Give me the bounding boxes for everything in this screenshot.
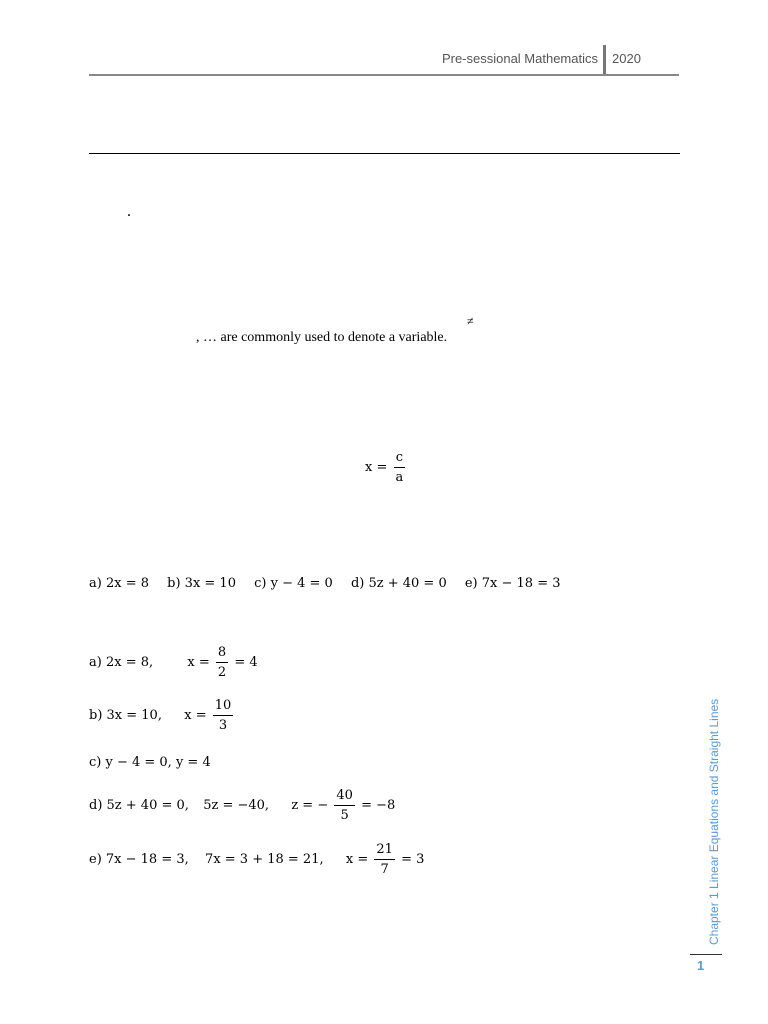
stray-dot: . — [127, 203, 131, 220]
solution-b-lhs: x = — [184, 708, 207, 723]
solution-d-fraction — [334, 788, 355, 823]
header-separator — [603, 45, 606, 75]
solution-a-equation: a) 2x = 8, — [89, 655, 154, 670]
problem-b: b) 3x = 10 — [167, 576, 236, 591]
chapter-sidebar-title: Chapter 1 Linear Equations and Straight Lines — [707, 698, 721, 945]
solution-d-result: = −8 — [361, 798, 396, 813]
solution-b-numerator: 10 — [213, 698, 234, 716]
section-rule — [89, 153, 680, 154]
header-year: 2020 — [612, 51, 641, 66]
solution-e-lhs: x = — [345, 852, 369, 867]
solution-a-result: = 4 — [234, 655, 258, 670]
solution-a-lhs: x = — [187, 655, 210, 670]
solution-e-denominator: 7 — [380, 862, 389, 877]
formula-lhs: x = — [365, 460, 388, 475]
page-number-rule — [690, 954, 722, 955]
solution-d-step: 5z = −40, — [203, 798, 270, 813]
header-rule — [89, 74, 679, 76]
solution-e-step: 7x = 3 + 18 = 21, — [205, 852, 324, 867]
solution-e-equation: e) 7x − 18 = 3, — [89, 852, 189, 867]
variable-sentence: , … are commonly used to denote a variable. — [196, 330, 448, 345]
solution-d-denominator: 5 — [340, 808, 349, 823]
solution-e-fraction — [374, 842, 395, 877]
solution-e-result: = 3 — [401, 852, 425, 867]
solution-b-equation: b) 3x = 10, — [89, 708, 162, 723]
page-number: 1 — [697, 958, 705, 973]
solution-b-fraction — [213, 698, 234, 733]
solution-e — [89, 842, 424, 877]
solution-b — [89, 698, 235, 733]
problem-e: e) 7x − 18 = 3 — [464, 576, 561, 591]
solution-d-numerator: 40 — [334, 788, 355, 806]
formula-denominator: a — [395, 470, 404, 485]
general-solution-formula — [365, 450, 407, 485]
solution-d — [89, 788, 395, 823]
formula-fraction — [394, 450, 406, 485]
solution-e-numerator: 21 — [374, 842, 395, 860]
solution-a — [89, 645, 258, 680]
formula-numerator: c — [394, 450, 406, 468]
problem-list — [89, 576, 575, 591]
solution-a-denominator: 2 — [217, 665, 227, 680]
solution-d-lhs: z = − — [291, 798, 329, 813]
solution-c: c) y − 4 = 0, y = 4 — [89, 755, 211, 770]
solution-a-numerator: 8 — [216, 645, 228, 663]
not-equal-symbol: ≠ — [467, 314, 474, 328]
solution-d-equation: d) 5z + 40 = 0, — [89, 798, 189, 813]
solution-b-denominator: 3 — [218, 718, 228, 733]
problem-a: a) 2x = 8 — [89, 576, 149, 591]
header-title: Pre-sessional Mathematics — [441, 51, 598, 66]
solution-a-fraction — [216, 645, 228, 680]
problem-d: d) 5z + 40 = 0 — [350, 576, 447, 591]
problem-c: c) y − 4 = 0 — [254, 576, 333, 591]
